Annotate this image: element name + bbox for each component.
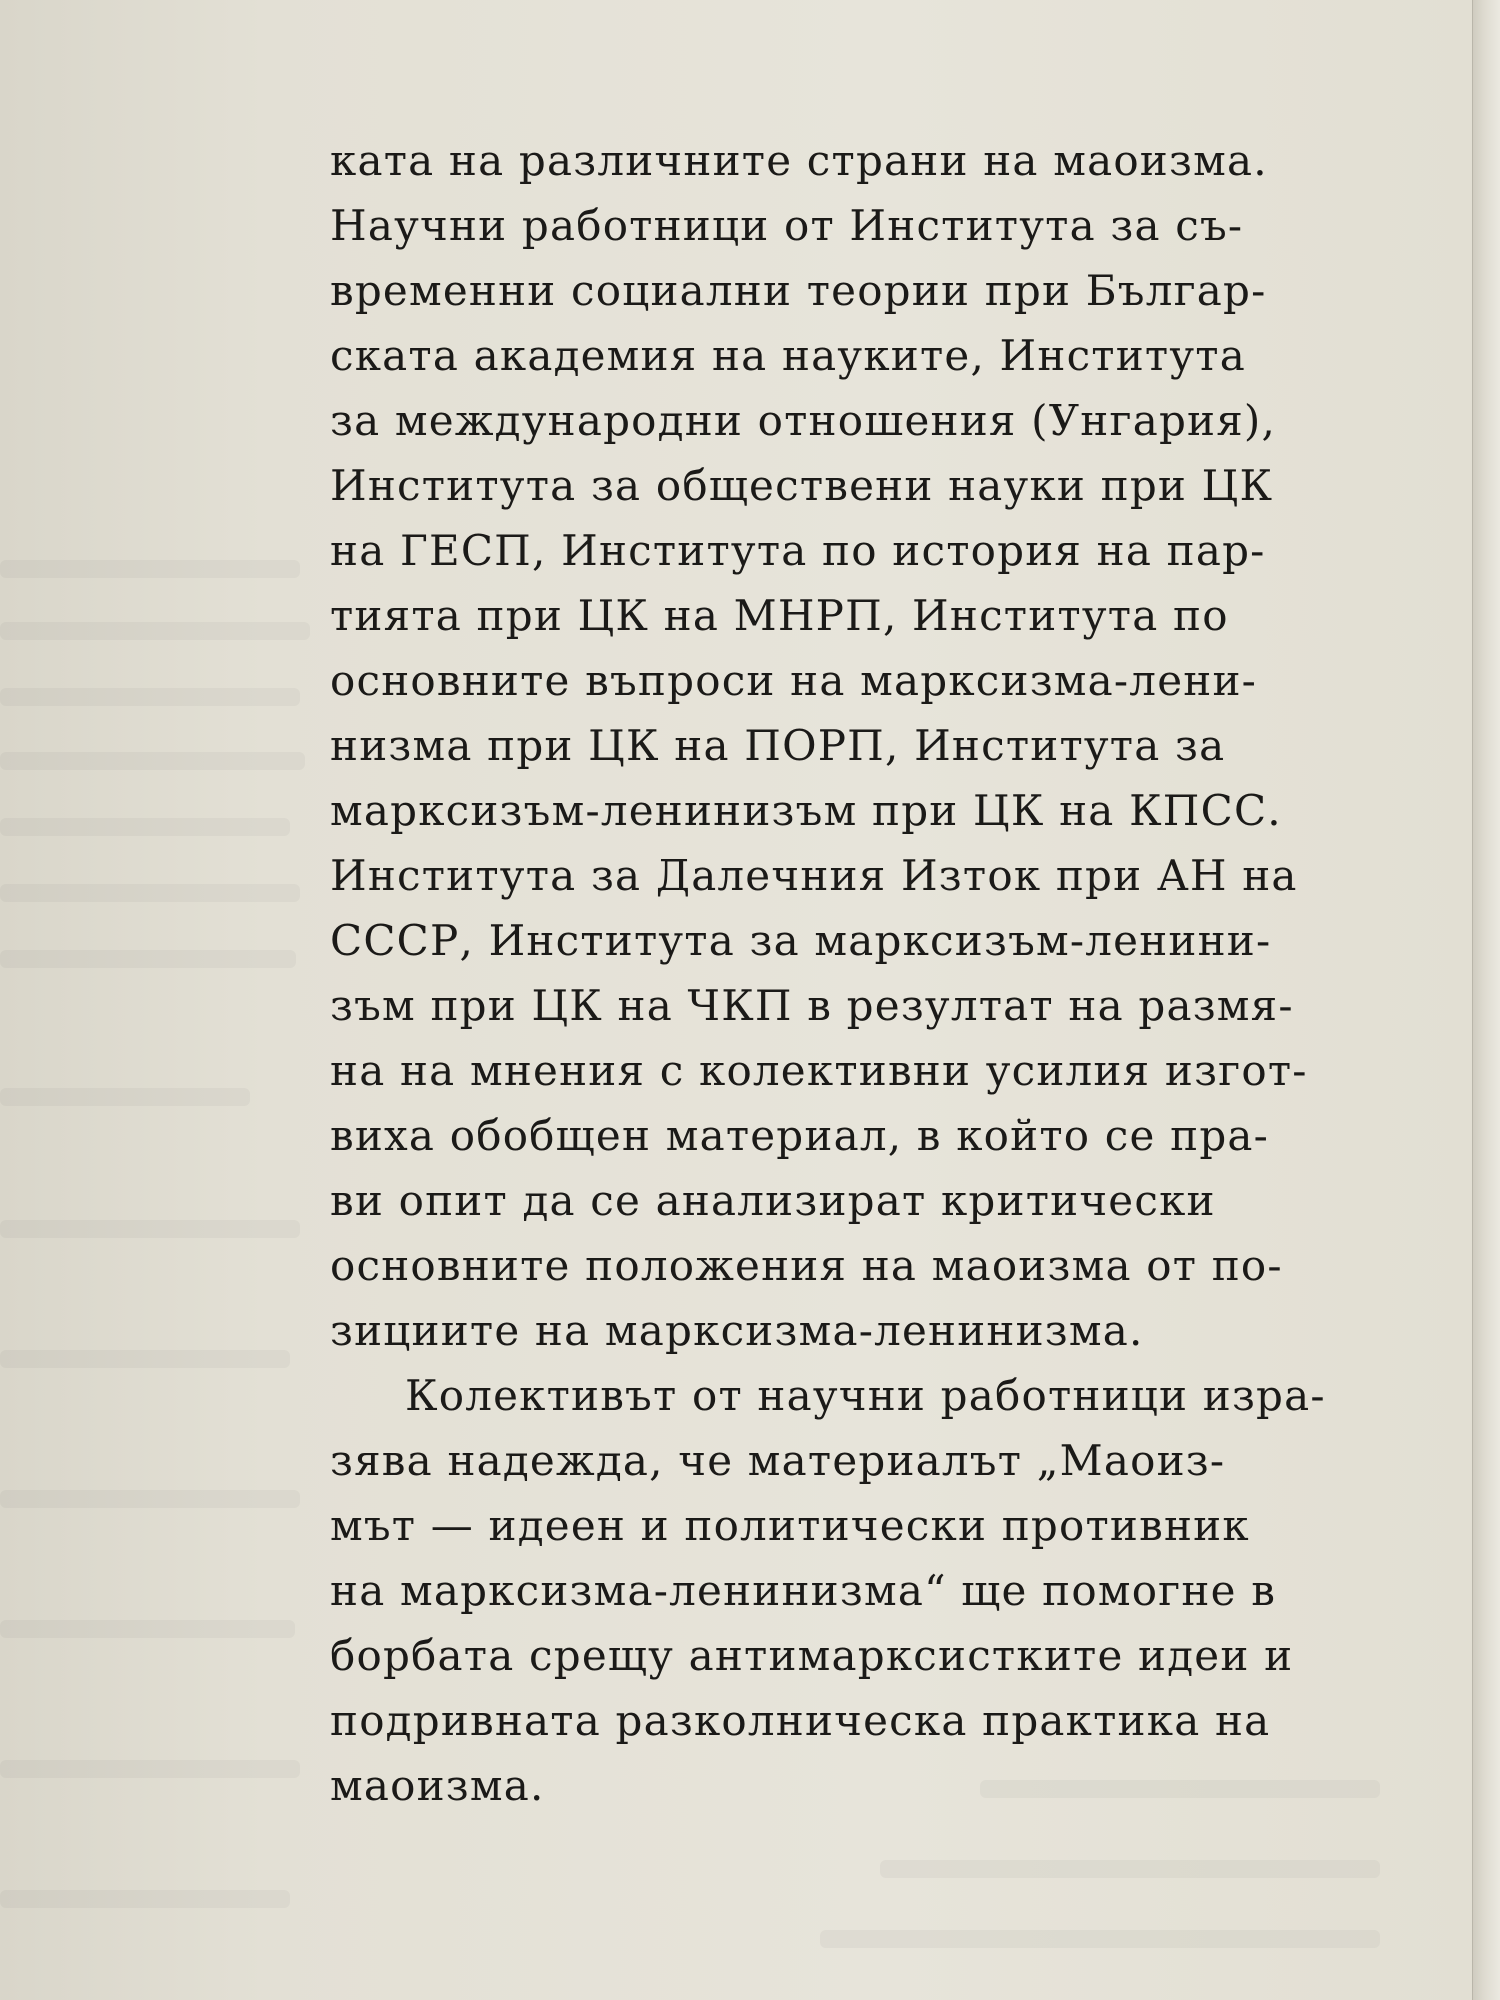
text-line: Института за Далечния Изток при АН на: [330, 851, 1298, 900]
text-line: низма при ЦК на ПОРП, Института за: [330, 721, 1226, 770]
paragraph-1: [330, 128, 1390, 1363]
text-line: за международни отношения (Унгария),: [330, 396, 1277, 445]
text-line: основните въпроси на марксизма-лени-: [330, 656, 1258, 705]
text-line: на на мнения с колективни усилия изгот-: [330, 1046, 1308, 1095]
text-line: временни социални теории при Българ-: [330, 266, 1267, 315]
text-line: зициите на марксизма-ленинизма.: [330, 1306, 1144, 1355]
text-line: зява надежда, че материалът „Маоиз-: [330, 1436, 1226, 1485]
text-line: мът — идеен и политически противник: [330, 1501, 1250, 1550]
text-line: СССР, Института за марксизъм-ленини-: [330, 916, 1272, 965]
body-text: [330, 128, 1390, 1818]
text-line: марксизъм-ленинизъм при ЦК на КПСС.: [330, 786, 1282, 835]
text-line: основните положения на маоизма от по-: [330, 1241, 1283, 1290]
text-line: на марксизма-ленинизма“ ще помогне в: [330, 1566, 1277, 1615]
paragraph-2: [330, 1363, 1390, 1818]
text-line: виха обобщен материал, в който се пра-: [330, 1111, 1270, 1160]
text-line: маоизма.: [330, 1761, 545, 1810]
text-line: ката на различните страни на маоизма.: [330, 136, 1268, 185]
text-line: ската академия на науките, Института: [330, 331, 1246, 380]
text-line: тията при ЦК на МНРП, Института по: [330, 591, 1229, 640]
page-edge: [1472, 0, 1500, 2000]
text-line: Научни работници от Института за съ-: [330, 201, 1244, 250]
text-line: на ГЕСП, Института по история на пар-: [330, 526, 1266, 575]
text-line: зъм при ЦК на ЧКП в резултат на размя-: [330, 981, 1294, 1030]
text-line: борбата срещу антимарксистките идеи и: [330, 1631, 1294, 1680]
text-line: ви опит да се анализират критически: [330, 1176, 1216, 1225]
text-line: Колективът от научни работници изра-: [405, 1371, 1326, 1420]
text-line: Института за обществени науки при ЦК: [330, 461, 1274, 510]
text-line: подривната разколническа практика на: [330, 1696, 1271, 1745]
